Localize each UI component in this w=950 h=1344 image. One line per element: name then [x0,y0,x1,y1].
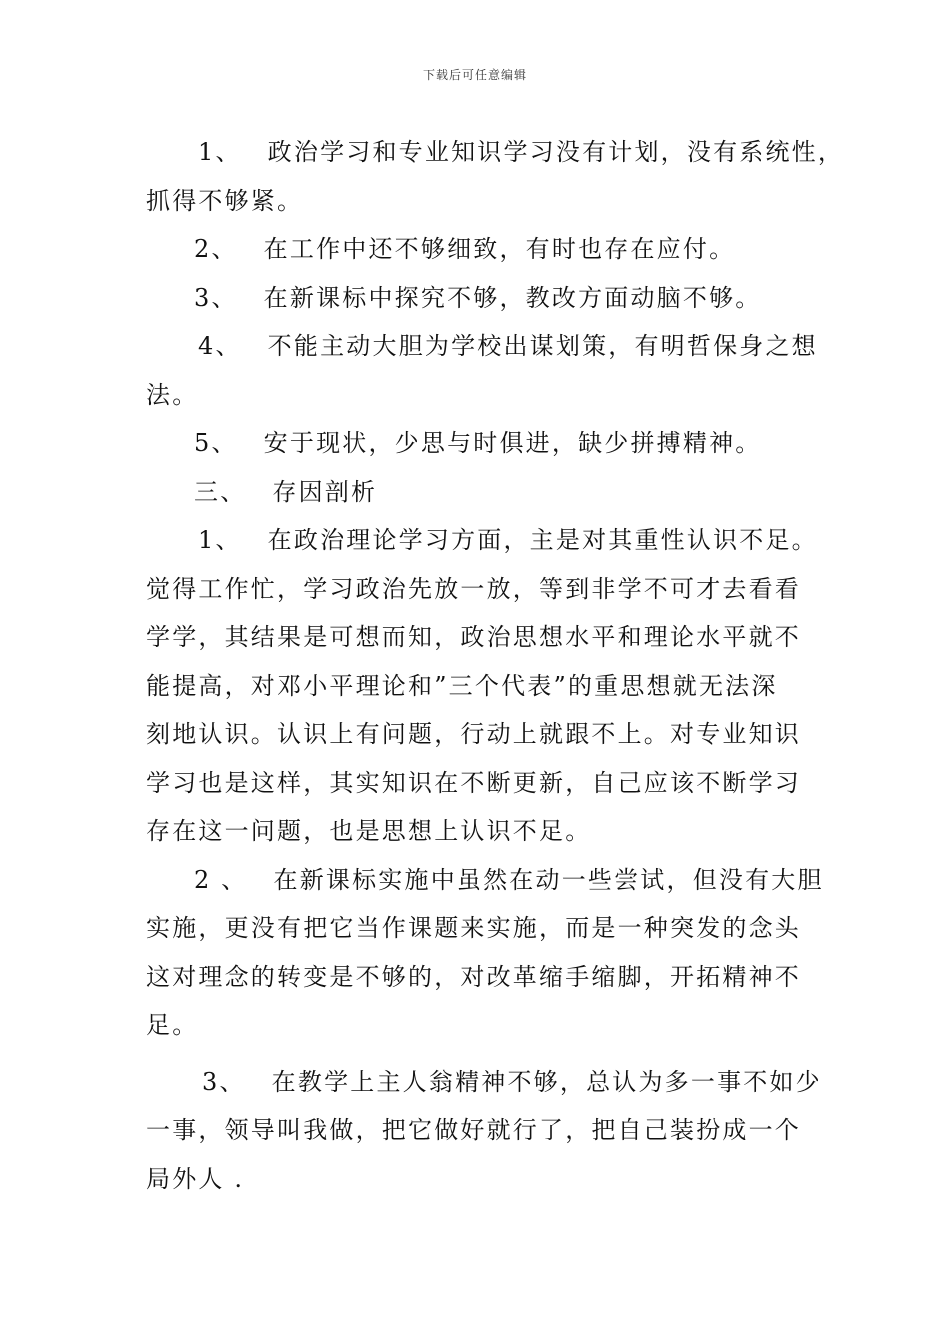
text-line: 抓得不够紧。 [146,186,304,215]
document-body [146,128,845,1203]
item-number: 3、 [194,283,238,312]
paragraph-issue-3 [146,274,816,323]
paragraph-analysis-3 [146,1058,822,1107]
text-line: 局外人 . [146,1164,245,1193]
text-line: 一事，领导叫我做，把它做好就行了，把自己装扮成一个 [146,1116,801,1144]
text-line: 学习也是这样，其实知识在不断更新，自己应该不断学习 [146,768,801,797]
item-number: 4、 [198,332,242,360]
item-number: 2 、 [194,865,248,894]
text-line: 足。 [146,1011,199,1039]
item-number: 2、 [194,235,238,263]
paragraph-analysis-1-cont [146,565,816,856]
text-line: 安于现状，少思与时俱进，缺少拼搏精神。 [263,429,762,457]
item-number: 3、 [202,1067,246,1096]
text-line: 觉得工作忙，学习政治先放一放，等到非学不可才去看看 [146,574,801,603]
text-line: 不能主动大胆为学校出谋划策，有明哲保身之想 [267,332,818,360]
paragraph-analysis-1 [146,516,816,565]
text-line: 在工作中还不够细致，有时也存在应付。 [263,235,736,263]
text-line: 实施，更没有把它当作课题来实施，而是一种突发的念头 [146,914,801,942]
text-line: 刻地认识。认识上有问题，行动上就跟不上。对专业知识 [146,720,801,748]
section-heading-3 [146,468,816,517]
item-number: 1、 [198,138,242,166]
text-line: 存在这一问题，也是思想上认识不足。 [146,817,592,845]
paragraph-analysis-3-cont [146,1106,816,1203]
paragraph-issue-4 [146,322,816,371]
paragraph-issue-4-cont [146,371,816,420]
item-number: 1、 [198,526,242,554]
paragraph-analysis-2 [146,856,824,905]
text-line: 能提高，对邓小平理论和”三个代表”的重思想就无法深 [146,671,778,700]
section-title: 存因剖析 [272,477,378,506]
text-line: 政治学习和专业知识学习没有计划，没有系统性， [267,138,845,166]
item-number: 5、 [194,429,238,457]
text-line: 这对理念的转变是不够的，对改革缩手缩脚，开拓精神不 [146,962,801,991]
paragraph-analysis-2-cont [146,904,816,1050]
section-number: 三、 [194,477,247,506]
text-line: 在政治理论学习方面，主是对其重性认识不足。 [267,526,818,554]
text-line: 学学，其结果是可想而知，政治思想水平和理论水平就不 [146,623,801,651]
page-header-note: 下载后可任意编辑 [422,68,527,82]
paragraph-issue-5 [146,419,816,468]
paragraph-issue-2 [146,225,816,274]
text-line: 法。 [146,380,199,409]
paragraph-issue-1-cont [146,177,816,226]
text-line: 在新课标实施中虽然在动一些尝试，但没有大胆 [273,865,824,894]
paragraph-issue-1 [146,128,845,177]
text-line: 在新课标中探究不够，教改方面动脑不够。 [263,283,762,312]
text-line: 在教学上主人翁精神不够，总认为多一事不如少 [271,1067,822,1096]
